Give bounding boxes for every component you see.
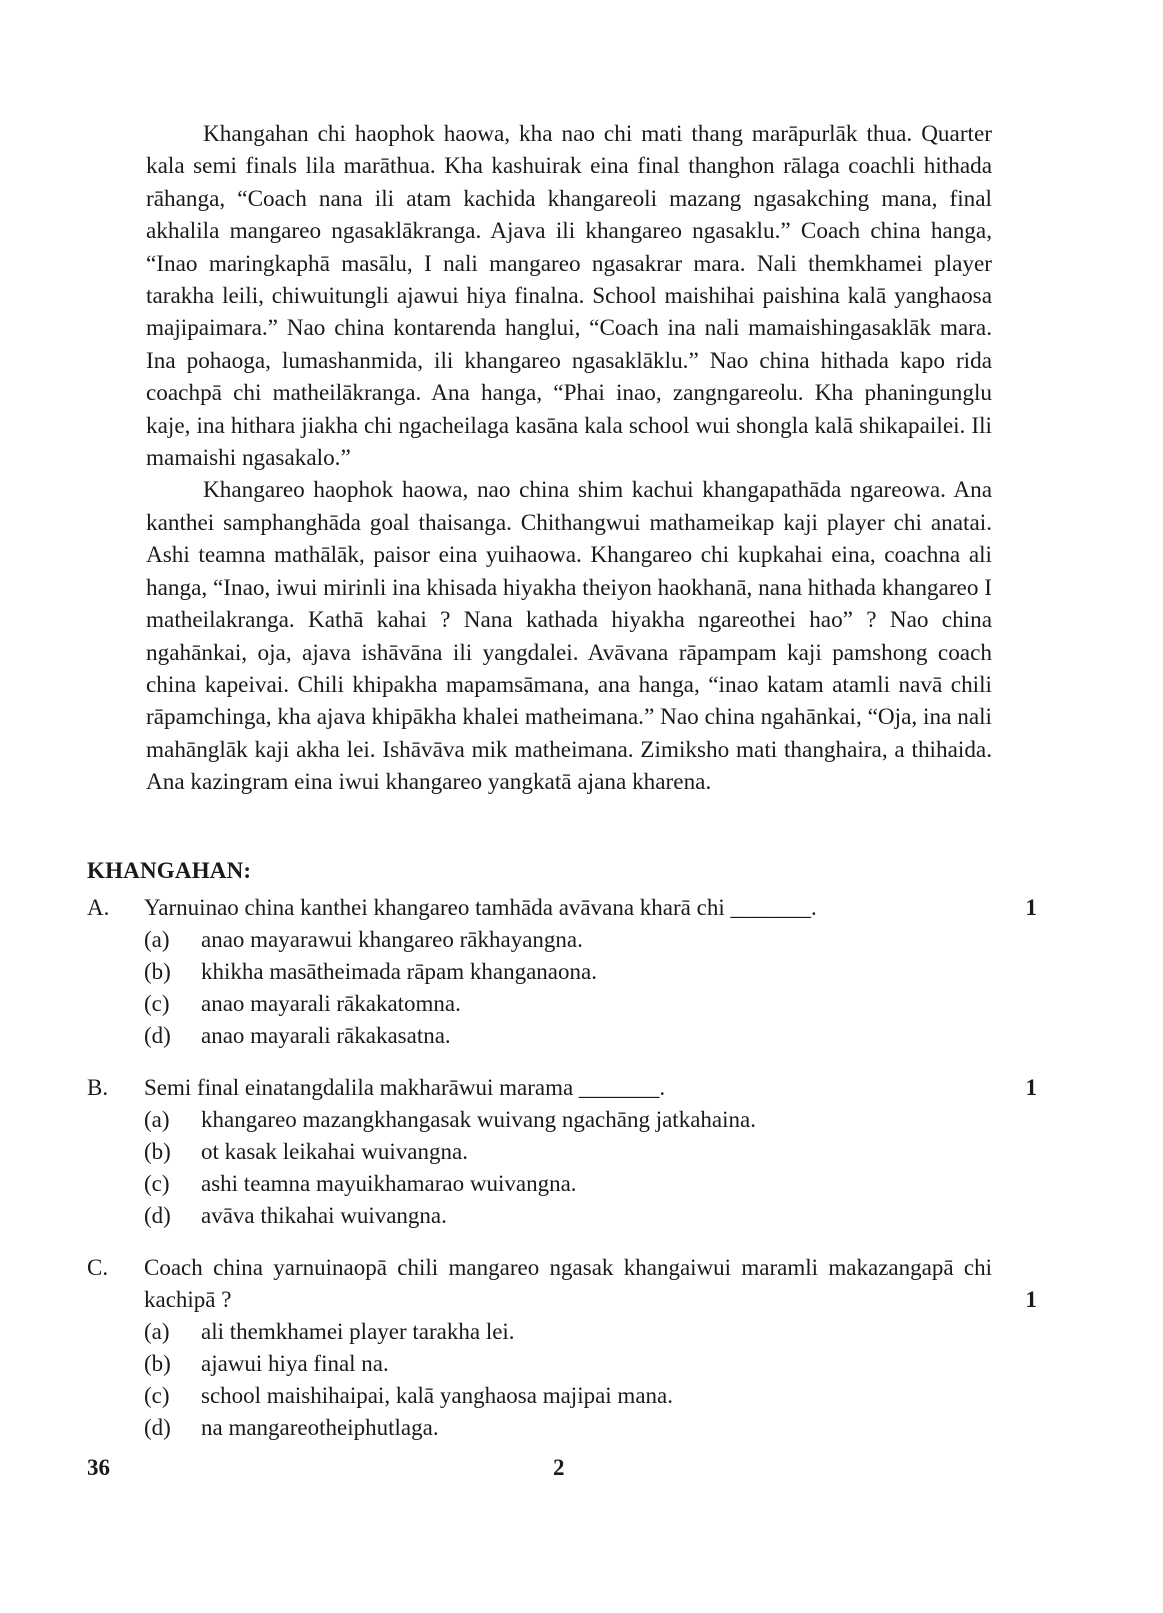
options-list <box>144 1104 994 1232</box>
option-text: khangareo mazangkhangasak wuivang ngachāng jatkahaina. <box>201 1107 756 1132</box>
paper-code: 36 <box>87 1455 110 1480</box>
option-label: (d) <box>144 1023 171 1048</box>
option-text: ot kasak leikahai wuivangna. <box>201 1139 468 1164</box>
option-a <box>144 924 994 956</box>
question-letter: A. <box>87 895 110 920</box>
option-b <box>144 1348 994 1380</box>
question-a <box>87 892 1052 1052</box>
option-text: na mangareotheiphutlaga. <box>201 1415 439 1440</box>
options-list <box>144 1316 994 1444</box>
option-c <box>144 988 994 1020</box>
option-text: khikha masātheimada rāpam khanganaona. <box>201 959 597 984</box>
question-marks: 1 <box>1025 1287 1037 1312</box>
options-list <box>144 924 994 1052</box>
option-label: (b) <box>144 1351 171 1376</box>
option-a <box>144 1104 994 1136</box>
option-text: anao mayarali rākakasatna. <box>201 1023 451 1048</box>
question-c <box>87 1252 1052 1447</box>
question-letter: B. <box>87 1075 109 1100</box>
option-text: anao mayarawui khangareo rākhayangna. <box>201 927 583 952</box>
question-marks: 1 <box>1025 895 1037 920</box>
option-d <box>144 1412 994 1444</box>
option-c <box>144 1380 994 1412</box>
passage-paragraph-1: Khangahan chi haophok haowa, kha nao chi mati thang marāpurlāk thua. Quarter kala semi finals lila marāthua. Kha kashuirak eina final thanghon rālaga coachli hithada rāhanga, “Coach nana ili atam kachida khangareoli mazang ngasakching mana, final akhalila mangareo ngasaklākranga. Ajava ili khangareo ngasaklu.” Coach china hanga, “Inao maringkaphā masālu, I nali mangareo ngasakrar mara. Nali themkhamei player tarakha leili, chiwuitungli ajawui hiya finalna. School maishihai paishina kalā yanghaosa majipaimara.” Nao china kontarenda hanglui, “Coach ina nali mamaishingasaklāk mara. Ina pohaoga, lumashanmida, ili khangareo ngasaklāklu.” Nao china hithada kapo rida coachpā chi matheilākranga. Ana hanga, “Phai inao, zangngareolu. Kha phaningunglu kaje, ina hithara jiakha chi ngacheilaga kasāna kala school wui shongla kalā shikapailei. Ili mamaishi ngasakalo.” <box>146 121 992 472</box>
question-b <box>87 1072 1052 1232</box>
passage-paragraph-2: Khangareo haophok haowa, nao china shim kachui khangapathāda ngareowa. Ana kanthei samphanghāda goal thaisanga. Chithangwui mathameikap kaji player chi anatai. Ashi teamna mathālāk, paisor eina yuihaowa. Khangareo chi kupkahai eina, coachna ali hanga, “Inao, iwui mirinli ina khisada hiyakha theiyon haokhanā, nana hithada khangareo I matheilakranga. Kathā kahai ? Nana kathada hiyakha ngareothei hao” ? Nao china ngahānkai, oja, ajava ishāvāna ili yangdalei. Avāvana rāpampam kaji pamshong coach china kapeivai. Chili khipakha mapamsāmana, ana hanga, “inao katam atamli navā chili rāpamchinga, kha ajava khipākha khalei matheimana.” Nao china ngahānkai, “Oja, ina nali mahānglāk kaji akha lei. Ishāvāva mik matheimana. Zimiksho mati thanghaira, a thihaida. Ana kazingram eina iwui khangareo yangkatā ajana kharena. <box>146 477 992 796</box>
question-text: Yarnuinao china kanthei khangareo tamhāda avāvana kharā chi _______. <box>144 895 817 920</box>
option-label: (d) <box>144 1203 171 1228</box>
option-label: (a) <box>144 1107 170 1132</box>
option-text: school maishihaipai, kalā yanghaosa majipai mana. <box>201 1383 673 1408</box>
page-number: 2 <box>553 1455 565 1480</box>
option-label: (a) <box>144 1319 170 1344</box>
reading-passage <box>146 118 992 799</box>
question-text: Semi final einatangdalila makharāwui marama _______. <box>144 1075 666 1100</box>
option-b <box>144 956 994 988</box>
option-b <box>144 1136 994 1168</box>
question-letter: C. <box>87 1255 109 1280</box>
option-label: (d) <box>144 1415 171 1440</box>
option-label: (a) <box>144 927 170 952</box>
option-label: (c) <box>144 1171 170 1196</box>
section-heading: KHANGAHAN: <box>87 858 252 883</box>
option-a <box>144 1316 994 1348</box>
option-d <box>144 1020 994 1052</box>
question-marks: 1 <box>1025 1075 1037 1100</box>
option-text: ali themkhamei player tarakha lei. <box>201 1319 515 1344</box>
option-c <box>144 1168 994 1200</box>
option-d <box>144 1200 994 1232</box>
option-label: (c) <box>144 1383 170 1408</box>
question-text: Coach china yarnuinaopā chili mangareo ngasak khangaiwui maramli makazangapā chi kachipā ? <box>144 1255 992 1312</box>
option-label: (b) <box>144 1139 171 1164</box>
option-text: ashi teamna mayuikhamarao wuivangna. <box>201 1171 577 1196</box>
option-label: (b) <box>144 959 171 984</box>
option-text: ajawui hiya final na. <box>201 1351 389 1376</box>
option-label: (c) <box>144 991 170 1016</box>
option-text: avāva thikahai wuivangna. <box>201 1203 447 1228</box>
option-text: anao mayarali rākakatomna. <box>201 991 461 1016</box>
